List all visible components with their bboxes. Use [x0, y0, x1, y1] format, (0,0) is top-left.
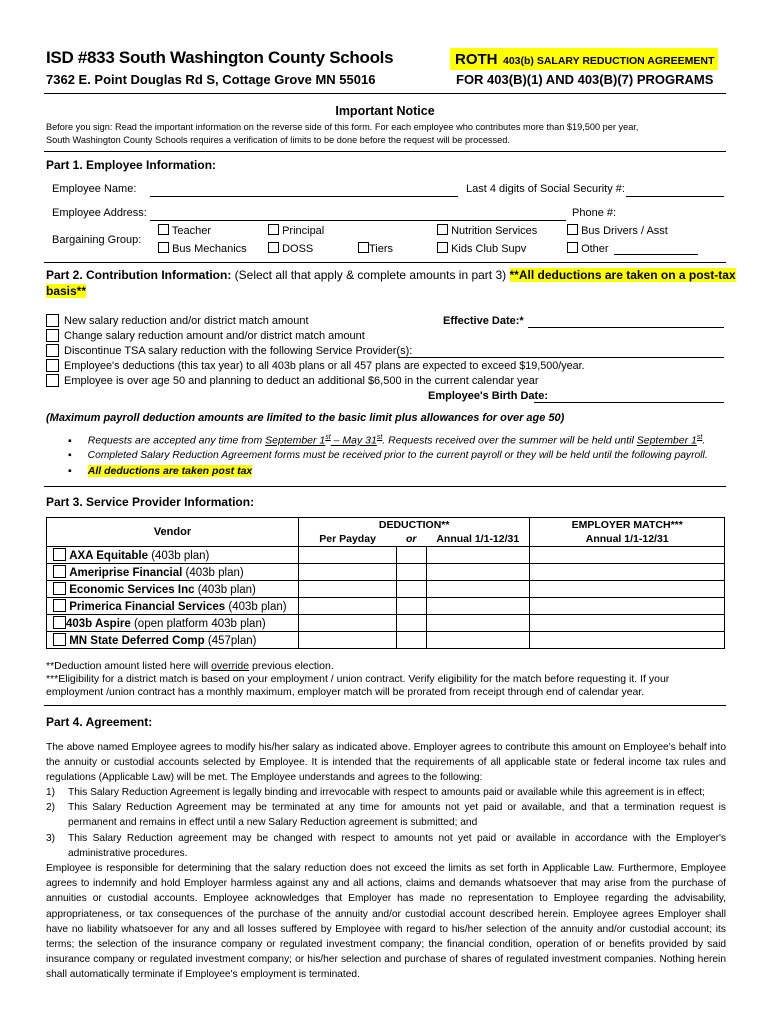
agreement-item-text: This Salary Reduction agreement may be changed with respect to amounts not yet paid or available in accordance with the Employer's administrative procedures.	[68, 832, 726, 859]
per-payday-cell[interactable]	[298, 581, 396, 598]
agreement-item	[46, 831, 726, 861]
or-col-header: or	[396, 532, 426, 547]
vendor-checkbox[interactable]	[53, 599, 66, 612]
notice-title: Important Notice	[335, 104, 435, 118]
eligibility-footnote-1: ***Eligibility for a district match is based on your employment / union contract. Verify eligibility for the match before requesting it. If your	[46, 673, 670, 685]
form-title-1: 403(b) SALARY REDUCTION AGREEMENT	[503, 55, 715, 67]
effective-date-label: Effective Date:*	[443, 315, 524, 327]
deduction-col-header: DEDUCTION**	[298, 518, 529, 532]
group-nutrition-label: Nutrition Services	[451, 225, 538, 237]
bullet-1-text-b: September 1	[265, 434, 326, 447]
bargaining-group-label: Bargaining Group:	[52, 234, 142, 246]
group-teacher-label: Teacher	[171, 225, 211, 237]
group-tiers-checkbox[interactable]	[358, 242, 369, 253]
org-address: 7362 E. Point Douglas Rd S, Cottage Grove MN 55016	[46, 72, 376, 87]
vendor-plan: (403b plan)	[148, 550, 210, 562]
form-title-2: FOR 403(B)(1) AND 403(B)(7) PROGRAMS	[456, 72, 714, 87]
group-tiers[interactable]	[358, 242, 393, 255]
part2-title: Part 2. Contribution Information:	[46, 268, 232, 282]
notice-line-1: Before you sign: Read the important information on the reverse side of this form. For each employee who contributes more than $19,500 per year,	[46, 122, 639, 132]
option-over-50-label: Employee is over age 50 and planning to deduct an additional $6,500 in the current calendar year	[64, 375, 539, 387]
per-payday-cell[interactable]	[298, 615, 396, 632]
employee-name-label: Employee Name:	[52, 183, 137, 195]
group-other-field[interactable]	[614, 254, 698, 255]
employee-address-field[interactable]	[150, 220, 566, 221]
per-payday-cell[interactable]	[298, 598, 396, 615]
bullet-marker: ▪	[68, 434, 72, 447]
group-other-label: Other	[581, 243, 609, 255]
bullet-2-text: Completed Salary Reduction Agreement forms must be received prior to the current payroll or they will be held until the following payroll.	[87, 450, 708, 461]
vendor-row	[47, 615, 725, 632]
bullet-1-sup-h: st	[696, 434, 703, 441]
employer-match-cell[interactable]	[530, 564, 725, 581]
part4-title: Part 4. Agreement:	[46, 715, 153, 729]
vendor-name: Economic Services Inc	[69, 584, 195, 596]
vendor-cell[interactable]	[47, 598, 299, 615]
notice-line-2: South Washington County Schools requires a verification of limits to be done before the request will be processed.	[46, 135, 510, 145]
employer-match-cell[interactable]	[530, 598, 725, 615]
option-new-checkbox[interactable]	[46, 314, 59, 327]
vendor-name: Primerica Financial Services	[69, 601, 226, 613]
vendor-plan: (403b plan)	[225, 601, 287, 613]
agreement-item	[46, 800, 726, 830]
agreement-list	[46, 785, 726, 861]
option-new-label: New salary reduction and/or district match amount	[64, 315, 309, 327]
option-discontinue-label: Discontinue TSA salary reduction with the following Service Provider(s):	[64, 345, 413, 357]
option-exceed[interactable]	[46, 359, 59, 375]
vendor-row	[47, 598, 725, 615]
or-cell	[396, 581, 426, 598]
birth-date-label: Employee's Birth Date:	[428, 390, 548, 402]
group-doss-label: DOSS	[282, 243, 314, 255]
or-cell	[396, 564, 426, 581]
vendor-checkbox[interactable]	[53, 616, 66, 629]
per-payday-cell[interactable]	[298, 632, 396, 649]
group-bus-mechanics-checkbox[interactable]	[158, 242, 169, 253]
vendor-checkbox[interactable]	[53, 582, 66, 595]
bullet-1-text-d: – May 31	[330, 434, 377, 447]
agreement-closing: Employee is responsible for determining that the salary reduction does not exceed the limits as set forth in Applicable Law. Furthermore, Employee agrees to indemnify and hold Employer harmless against any and all actions, claims and demands whatsoever that may arise from the purchase of annuities or custodial accounts. Employee acknowledges that Employer has made no representation to Employee regarding the advisability, appropriateness, or tax consequences of the purchase of the annuity and/or custodial account described herein. Employee agrees Employer shall have no liability whatsoever for any and all losses suffered by Employee with regard to his/her selection of the annuity and/or custodial account; its terms; the selection of the insurance company or regulated investment company; the financial condition, operation of or benefits provided by said insurance company or regulated investment company; or his/her selection and purchase of shares of regulated investment companies. Nothing herein shall automatically terminate if Employee's employment is terminated.	[46, 863, 726, 981]
vendor-cell[interactable]	[47, 632, 299, 649]
group-teacher-checkbox[interactable]	[158, 224, 169, 235]
bullet-3-text: All deductions are taken post tax	[87, 465, 253, 477]
option-discontinue[interactable]	[46, 344, 59, 360]
vendor-name: AXA Equitable	[69, 550, 149, 562]
employee-address-label: Employee Address:	[52, 207, 147, 219]
part2-instruction: (Select all that apply & complete amounts in part 3)	[234, 268, 507, 282]
vendor-cell[interactable]	[47, 564, 299, 581]
group-bus-mechanics-label: Bus Mechanics	[172, 243, 247, 255]
employee-name-field[interactable]	[150, 196, 458, 197]
part2-heading	[46, 268, 736, 282]
option-exceed-label: Employee's deductions (this tax year) to all 403b plans or all 457 plans are expected to exceed $19,500/year.	[64, 360, 585, 372]
vendor-row	[47, 564, 725, 581]
group-other[interactable]	[567, 242, 609, 255]
group-bus-drivers-checkbox[interactable]	[567, 224, 578, 235]
part1-rule	[44, 262, 726, 263]
agreement-item-text: This Salary Reduction Agreement is legally binding and irrevocable with respect to amounts paid or available while this agreement is in effect;	[68, 787, 705, 798]
employer-match-cell[interactable]	[530, 547, 725, 564]
vendor-name: 403b Aspire	[66, 618, 131, 630]
or-cell	[396, 598, 426, 615]
group-doss[interactable]	[268, 242, 313, 255]
employer-match-col-header: EMPLOYER MATCH***	[530, 518, 725, 532]
annual-cell[interactable]	[426, 547, 530, 564]
form-roth: ROTH	[455, 51, 498, 68]
agreement-item-num: 3)	[46, 832, 56, 844]
vendor-checkbox[interactable]	[53, 565, 66, 578]
vendor-cell[interactable]	[47, 547, 299, 564]
agreement-item-num: 1)	[46, 787, 56, 798]
header-rule	[44, 93, 726, 94]
annual-cell[interactable]	[426, 564, 530, 581]
notice-rule	[44, 151, 726, 152]
option-change-checkbox[interactable]	[46, 329, 59, 342]
group-nutrition[interactable]	[437, 224, 537, 237]
max-deduction-note: (Maximum payroll deduction amounts are limited to the basic limit plus allowances for over age 50)	[46, 412, 565, 424]
or-cell	[396, 615, 426, 632]
group-bus-mechanics[interactable]	[158, 242, 247, 255]
group-bus-drivers[interactable]	[567, 224, 668, 237]
vendor-col-header: Vendor	[47, 518, 299, 547]
vendor-cell[interactable]	[47, 615, 299, 632]
vendor-checkbox[interactable]	[53, 633, 66, 646]
part2-rule	[44, 486, 726, 487]
deduction-footnote-a: **Deduction amount listed here will	[46, 660, 212, 672]
annual-cell[interactable]	[426, 598, 530, 615]
agreement-item-num: 2)	[46, 802, 56, 814]
employer-match-cell[interactable]	[530, 632, 725, 649]
bullet-1-text-g: September 1	[636, 434, 697, 447]
annual-col-header: Annual 1/1-12/31	[426, 532, 530, 547]
group-bus-drivers-label: Bus Drivers / Asst	[581, 225, 668, 237]
deduction-footnote-c: previous election.	[249, 660, 334, 672]
or-cell	[396, 632, 426, 649]
group-principal-label: Principal	[282, 225, 325, 237]
agreement-intro: The above named Employee agrees to modify his/her salary as indicated above. Employer agrees to contribute this amount on Employee's behalf into the annuity or custodial accounts selected by Employee. It is intended that the requirements of all applicable state or federal income tax rules and regulations (Applicable Law) will be met. The Employee understands and agrees to the following:	[46, 742, 726, 784]
ssn-field[interactable]	[626, 196, 724, 197]
option-over-50[interactable]	[46, 374, 59, 390]
bullet-marker: ▪	[68, 465, 72, 477]
bullet-1	[68, 434, 705, 447]
vendor-table	[46, 517, 725, 649]
employer-match-cell[interactable]	[530, 581, 725, 598]
part3-rule	[44, 705, 726, 706]
option-new[interactable]	[46, 314, 59, 330]
group-tiers-label: Tiers	[369, 243, 394, 255]
bullet-1-sup-e: st	[376, 434, 383, 441]
group-principal-checkbox[interactable]	[268, 224, 279, 235]
agreement-item	[46, 785, 726, 800]
part3-title: Part 3. Service Provider Information:	[46, 495, 255, 509]
bullet-marker: ▪	[68, 450, 72, 461]
bullet-1-text-f: . Requests received over the summer will be held until	[382, 434, 637, 447]
group-nutrition-checkbox[interactable]	[437, 224, 448, 235]
ssn-label: Last 4 digits of Social Security #:	[466, 183, 625, 195]
group-other-checkbox[interactable]	[567, 242, 578, 253]
group-teacher[interactable]	[158, 224, 211, 237]
bullet-3	[68, 465, 252, 477]
birth-date-field[interactable]	[534, 402, 724, 403]
vendor-plan: (403b plan)	[182, 567, 244, 579]
or-cell	[396, 547, 426, 564]
part1-title: Part 1. Employee Information:	[46, 158, 217, 172]
vendor-row	[47, 547, 725, 564]
vendor-row	[47, 632, 725, 649]
group-kids-club-label: Kids Club Supv	[451, 243, 527, 255]
annual-cell[interactable]	[426, 615, 530, 632]
per-payday-col-header: Per Payday	[298, 532, 396, 547]
group-kids-club-checkbox[interactable]	[437, 242, 448, 253]
vendor-cell[interactable]	[47, 581, 299, 598]
option-change-label: Change salary reduction amount and/or district match amount	[64, 330, 365, 342]
deduction-footnote	[46, 660, 334, 672]
group-kids-club[interactable]	[437, 242, 526, 255]
annual-cell[interactable]	[426, 581, 530, 598]
effective-date-field[interactable]	[528, 327, 724, 328]
vendor-checkbox[interactable]	[53, 548, 66, 561]
employer-match-cell[interactable]	[530, 615, 725, 632]
per-payday-cell[interactable]	[298, 564, 396, 581]
vendor-plan: (403b plan)	[194, 584, 256, 596]
phone-label: Phone #:	[572, 207, 617, 219]
vendor-row	[47, 581, 725, 598]
bullet-1-text-a: Requests are accepted any time from	[87, 434, 266, 447]
agreement-item-text: This Salary Reduction Agreement may be terminated at any time for amounts not yet paid or available, and that a termination request is permanent and remains in effect until a new Salary Reduction agreement is submitted; and	[68, 802, 726, 829]
eligibility-footnote-2: employment /union contract has a monthly maximum, employer match will be prorated from receipt through end of calendar year.	[46, 686, 645, 698]
vendor-name: Ameriprise Financial	[69, 567, 183, 579]
vendor-plan: (457plan)	[204, 635, 257, 647]
bullet-1-text-i: .	[702, 434, 706, 447]
option-discontinue-checkbox[interactable]	[46, 344, 59, 357]
vendor-header-row-1	[47, 518, 725, 532]
discontinue-provider-field[interactable]	[398, 357, 724, 358]
bullet-2	[68, 450, 708, 461]
employer-annual-col-header: Annual 1/1-12/31	[530, 532, 725, 547]
option-exceed-checkbox[interactable]	[46, 359, 59, 372]
deduction-footnote-override: override	[211, 660, 250, 672]
part2-post-tax-note-2: basis**	[46, 284, 87, 298]
per-payday-cell[interactable]	[298, 547, 396, 564]
org-name: ISD #833 South Washington County Schools	[46, 48, 394, 67]
part2-post-tax-note: **All deductions are taken on a post-tax	[509, 268, 736, 282]
bullet-1-sup-c: st	[325, 434, 331, 441]
group-principal[interactable]	[268, 224, 324, 237]
vendor-plan: (open platform 403b plan)	[130, 618, 266, 630]
option-change[interactable]	[46, 329, 59, 345]
option-over-50-checkbox[interactable]	[46, 374, 59, 387]
group-doss-checkbox[interactable]	[268, 242, 279, 253]
vendor-name: MN State Deferred Comp	[69, 635, 205, 647]
annual-cell[interactable]	[426, 632, 530, 649]
